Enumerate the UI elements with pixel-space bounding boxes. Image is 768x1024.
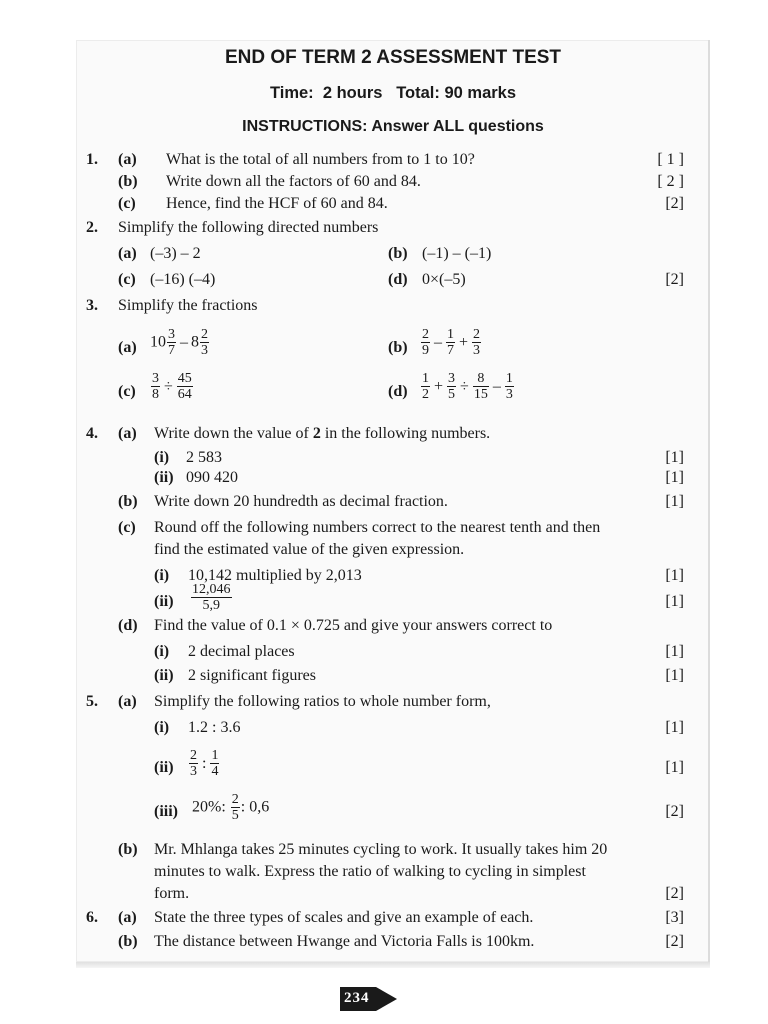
- q1c-label: (c): [118, 195, 136, 212]
- q5a-text: Simplify the following ratios to whole number form,: [154, 693, 491, 710]
- q4a-text: Write down the value of 2 in the following numbers.: [154, 425, 491, 442]
- page-number-badge: [340, 986, 398, 1012]
- time-total: Time: 2 hours Total: 90 marks: [269, 84, 517, 102]
- q5a-label: (a): [118, 693, 137, 710]
- q2a-expr: (–3) – 2: [150, 245, 201, 262]
- q4aii-label: (ii): [154, 469, 174, 486]
- q5aii-label: (ii): [154, 759, 174, 776]
- q2b-expr: (–1) – (–1): [422, 245, 492, 262]
- q6a-marks: [3]: [665, 909, 684, 926]
- q2d-label: (d): [388, 271, 408, 288]
- q1c-text: Hence, find the HCF of 60 and 84.: [166, 195, 388, 212]
- q6b-label: (b): [118, 933, 138, 950]
- q2c-expr: (–16) (–4): [150, 271, 216, 288]
- q3d-expr: $\frac{1}{2}$ + $\frac{3}{5}$ ÷ $\frac{8}{15}$ – $\frac{1}{3}$: [422, 371, 513, 402]
- q3c-expr: $\frac{3}{8}$ ÷ $\frac{45}{64}$: [152, 371, 192, 402]
- q4ci-marks: [1]: [665, 567, 684, 584]
- q6-number: 6.: [86, 909, 98, 926]
- q2-number: 2.: [86, 219, 98, 236]
- q5ai-label: (i): [154, 719, 170, 736]
- q4b-marks: [1]: [665, 493, 684, 510]
- q2a-label: (a): [118, 245, 137, 262]
- q1a-text: What is the total of all numbers from to 1 to 10?: [166, 151, 475, 168]
- q1a-label: (a): [118, 151, 137, 168]
- q4cii-label: (ii): [154, 593, 174, 610]
- q3c-label: (c): [118, 383, 136, 400]
- q2b-label: (b): [388, 245, 408, 262]
- q4di-label: (i): [154, 643, 170, 660]
- q5aiii-label: (iii): [154, 803, 178, 820]
- q5b-text-3: form.: [154, 885, 190, 902]
- q3-text: Simplify the fractions: [118, 297, 258, 314]
- q5aiii-expr: 20%: $\frac{2}{5}$ : 0,6: [192, 792, 270, 823]
- q4dii-text: 2 significant figures: [188, 667, 316, 684]
- q1b-marks: [ 2 ]: [657, 173, 684, 190]
- q3-number: 3.: [86, 297, 98, 314]
- q4b-text: Write down 20 hundredth as decimal fraction.: [154, 493, 448, 510]
- q5-number: 5.: [86, 693, 98, 710]
- q3d-label: (d): [388, 383, 408, 400]
- instructions: INSTRUCTIONS: Answer ALL questions: [242, 118, 544, 135]
- q4dii-label: (ii): [154, 667, 174, 684]
- q5ai-marks: [1]: [665, 719, 684, 736]
- q4d-text: Find the value of 0.1 × 0.725 and give your answers correct to: [154, 617, 553, 634]
- q3a-label: (a): [118, 339, 137, 356]
- q5aiii-marks: [2]: [665, 803, 684, 820]
- q4ci-label: (i): [154, 567, 170, 584]
- q4aii-text: 090 420: [186, 469, 238, 486]
- q5aii-expr: $\frac{2}{3}$ : $\frac{1}{4}$: [190, 748, 219, 779]
- q3a-expr: 10 $\frac{3}{7}$ – 8 $\frac{2}{3}$: [150, 327, 208, 358]
- q4ai-text: 2 583: [186, 449, 222, 466]
- page-number: 234: [344, 990, 370, 1006]
- test-title: END OF TERM 2 ASSESSMENT TEST: [224, 47, 562, 68]
- q5b-text-1: Mr. Mhlanga takes 25 minutes cycling to work. It usually takes him 20: [154, 841, 608, 858]
- q2d-expr: 0×(–5): [422, 271, 466, 288]
- q1b-text: Write down all the factors of 60 and 84.: [166, 173, 421, 190]
- q3b-expr: $\frac{2}{9}$ – $\frac{1}{7}$ + $\frac{2}{3}$: [422, 327, 481, 358]
- q4aii-marks: [1]: [665, 469, 684, 486]
- q4dii-marks: [1]: [665, 667, 684, 684]
- q4c-label: (c): [118, 519, 136, 536]
- q5ai-text: 1.2 : 3.6: [188, 719, 241, 736]
- q6a-label: (a): [118, 909, 137, 926]
- q6b-marks: [2]: [665, 933, 684, 950]
- q4c-text-2: find the estimated value of the given expression.: [154, 541, 465, 558]
- q4b-label: (b): [118, 493, 138, 510]
- q5aii-marks: [1]: [665, 759, 684, 776]
- q2c-label: (c): [118, 271, 136, 288]
- q4ai-label: (i): [154, 449, 170, 466]
- q6a-text: State the three types of scales and give an example of each.: [154, 909, 534, 926]
- q1a-marks: [ 1 ]: [657, 151, 684, 168]
- q1c-marks: [2]: [665, 195, 684, 212]
- q4-number: 4.: [86, 425, 98, 442]
- q4c-text-1: Round off the following numbers correct to the nearest tenth and then: [154, 519, 601, 536]
- q2-marks: [2]: [665, 271, 684, 288]
- q4d-label: (d): [118, 617, 138, 634]
- q4di-marks: [1]: [665, 643, 684, 660]
- q4di-text: 2 decimal places: [188, 643, 295, 660]
- q5b-text-2: minutes to walk. Express the ratio of walking to cycling in simplest: [154, 863, 586, 880]
- q4cii-expr: $\frac{12,046}{5,9}$: [192, 582, 231, 613]
- q4ai-marks: [1]: [665, 449, 684, 466]
- page-edge: [708, 40, 710, 962]
- q4a-label: (a): [118, 425, 137, 442]
- q1b-label: (b): [118, 173, 138, 190]
- q3b-label: (b): [388, 339, 408, 356]
- q5b-label: (b): [118, 841, 138, 858]
- q4cii-marks: [1]: [665, 593, 684, 610]
- q6b-text: The distance between Hwange and Victoria Falls is 100km.: [154, 933, 535, 950]
- q5b-marks: [2]: [665, 885, 684, 902]
- q2-text: Simplify the following directed numbers: [118, 219, 379, 236]
- q4ci-text: 10,142 multiplied by 2,013: [188, 567, 362, 584]
- q1-number: 1.: [86, 151, 98, 168]
- page-bottom-shadow: [76, 962, 710, 968]
